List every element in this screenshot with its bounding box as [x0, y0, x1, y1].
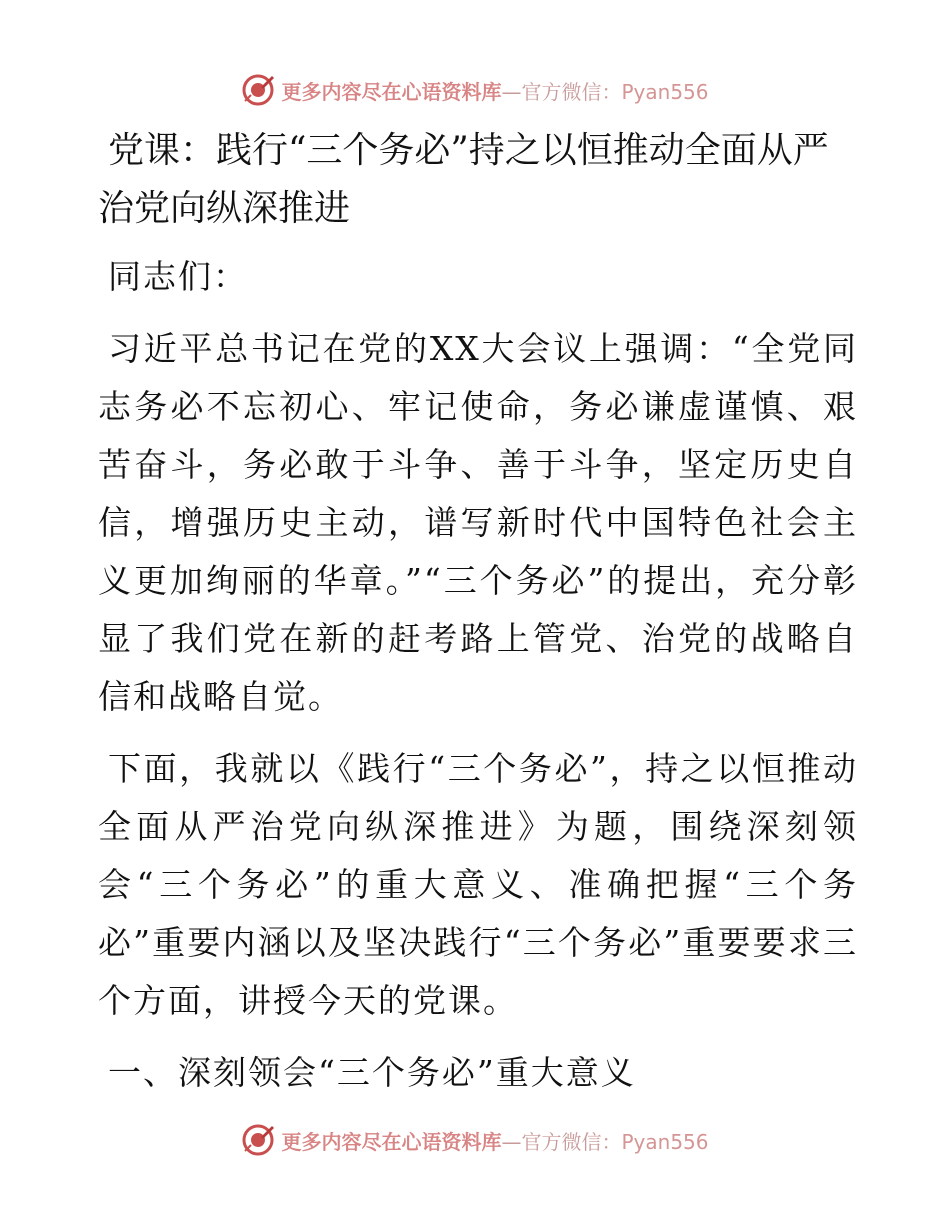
footer-watermark	[0, 1120, 950, 1160]
paragraph-2: 下面，我就以《践行“三个务必”，持之以恒推动全面从严治党向纵深推进》为题，围绕深刻领会“三个务必”的重大意义、准确把握“三个务必”重要内涵以及坚决践行“三个务必”重要要求三个方面，讲授今天的党课。	[98, 749, 858, 1020]
greeting: 同志们：	[108, 257, 248, 296]
document-body	[98, 122, 858, 1102]
watermark-main: 更多内容尽在心语资料库	[281, 79, 502, 104]
watermark-text	[281, 76, 708, 105]
section-heading: 一、深刻领会“三个务必”重大意义	[108, 1053, 636, 1092]
watermark-text	[281, 1126, 708, 1155]
watermark-sub: —官方微信：	[501, 1129, 622, 1154]
watermark-id: Pyan556	[621, 1129, 709, 1154]
paragraph-1: 习近平总书记在党的XX大会议上强调：“全党同志务必不忘初心、牢记使命，务必谦虚谨慎、艰苦奋斗，务必敢于斗争、善于斗争，坚定历史自信，增强历史主动，谱写新时代中国特色社会主义更加绚丽的华章。”“三个务必”的提出，充分彰显了我们党在新的赶考路上管党、治党的战略自信和战略自觉。	[98, 329, 858, 716]
watermark-sub: —官方微信：	[501, 79, 622, 104]
pen-seal-icon	[241, 1123, 275, 1157]
pen-seal-icon	[241, 73, 275, 107]
header-watermark	[0, 70, 950, 110]
watermark-id: Pyan556	[621, 79, 709, 104]
watermark-main: 更多内容尽在心语资料库	[281, 1129, 502, 1154]
document-title: 党课：践行“三个务必”持之以恒推动全面从严治党向纵深推进	[98, 130, 829, 229]
